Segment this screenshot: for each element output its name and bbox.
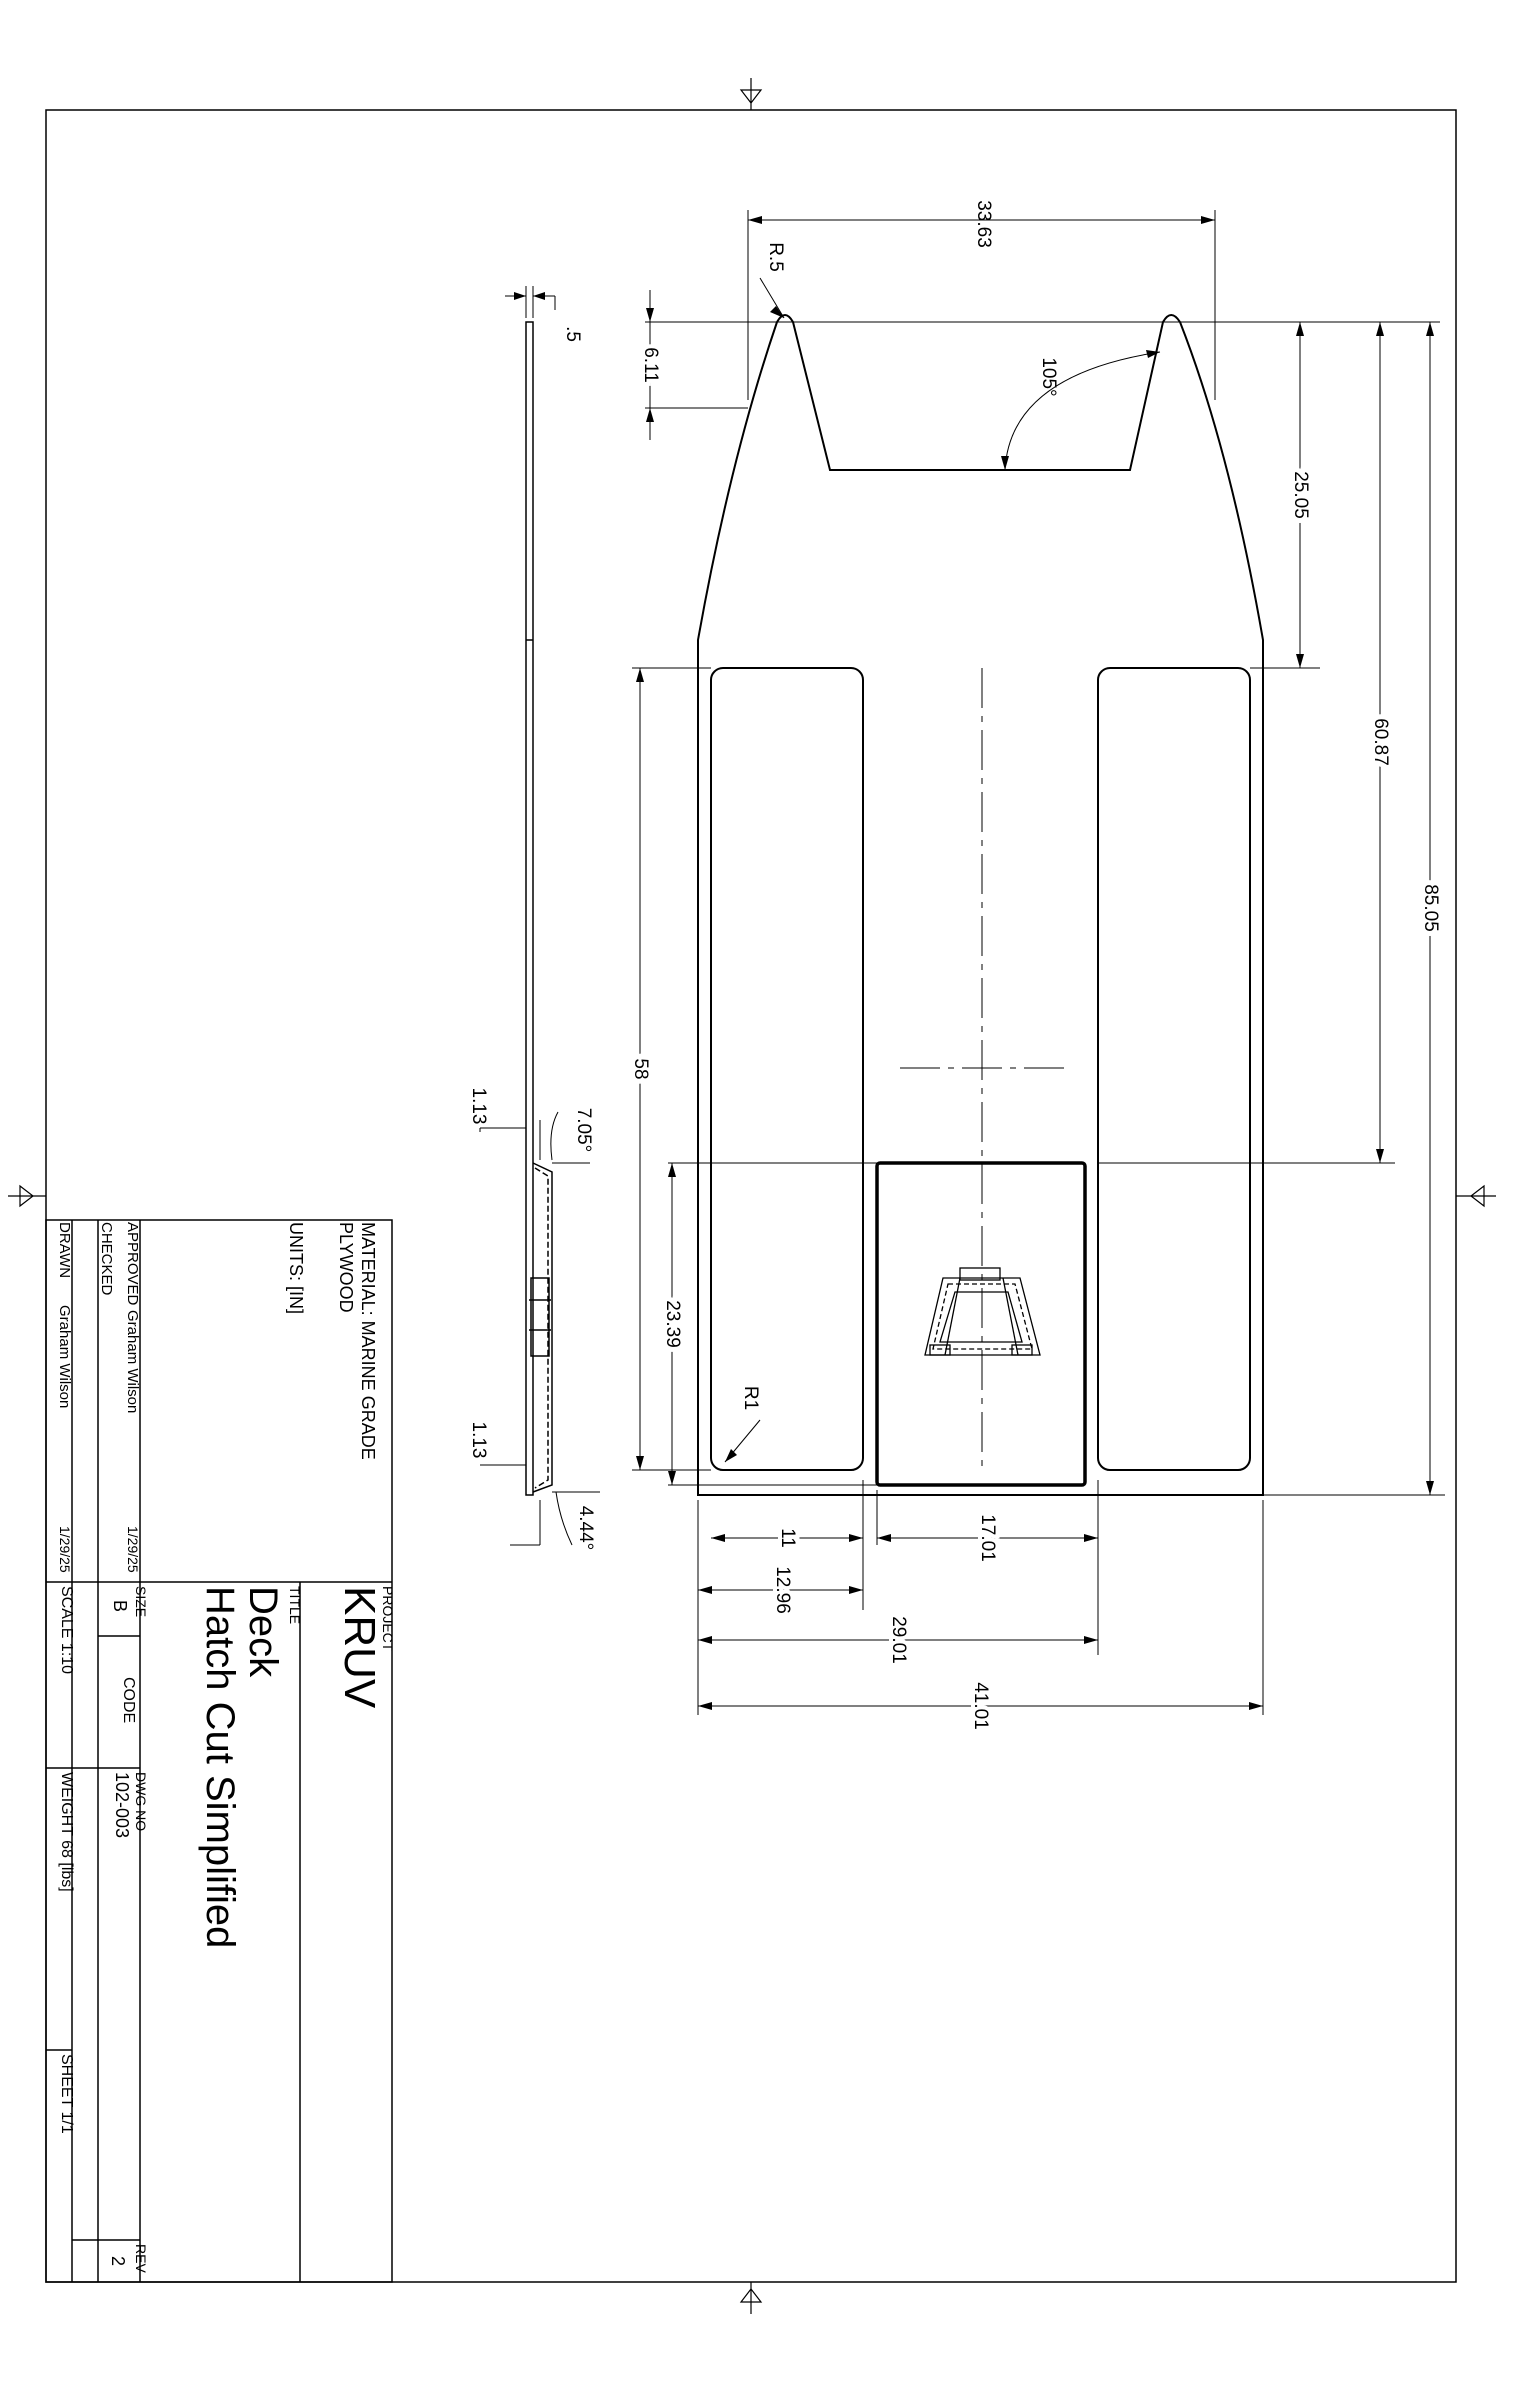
drawn-label: DRAWN xyxy=(56,1222,73,1279)
center-mark-right xyxy=(1456,1186,1496,1206)
title-line-2: Hatch Cut Simplified xyxy=(198,1586,242,1949)
material-label: MATERIAL: MARINE GRADE xyxy=(358,1222,378,1460)
dim-side-top-offset: 1.13 xyxy=(467,1087,489,1125)
title-line-1: Deck xyxy=(241,1586,285,1678)
dim-overall-length: 85.05 xyxy=(1419,884,1441,932)
dim-notch-angle: 105° xyxy=(1037,357,1059,397)
scale-value: SCALE 1:10 xyxy=(58,1586,75,1675)
dwg-no-label: DWG NO xyxy=(133,1772,149,1832)
rev-value: 2 xyxy=(108,2256,128,2267)
approved-name: Graham Wilson xyxy=(124,1310,141,1414)
left-cutout xyxy=(711,668,863,1470)
dim-tip-offset: 6.11 xyxy=(639,347,661,383)
sheet-border xyxy=(46,110,1456,2282)
sheet-value: SHEET 1/1 xyxy=(58,2054,75,2134)
dim-tip-radius: R.5 xyxy=(764,242,786,272)
units-label: UNITS: [IN] xyxy=(286,1222,306,1315)
title-label: TITLE xyxy=(287,1586,303,1625)
centerline xyxy=(900,668,1064,1470)
approved-label: APPROVED xyxy=(124,1222,141,1306)
dim-to-right-cutout: 29.01 xyxy=(887,1616,909,1664)
dim-rail-width-left: 11 xyxy=(776,1528,798,1548)
dim-side-angle-bottom: 4.44° xyxy=(574,1505,596,1551)
dim-overall-width: 33.63 xyxy=(972,200,994,248)
center-mark-bottom xyxy=(741,2282,761,2314)
approved-date: 1/29/25 xyxy=(125,1526,141,1573)
right-cutout xyxy=(1098,668,1250,1470)
dim-tip-to-cutout: 25.05 xyxy=(1289,471,1311,519)
dim-corner-radius: R1 xyxy=(739,1385,761,1411)
dim-side-bottom-offset: 1.13 xyxy=(467,1421,489,1459)
dim-side-angle-top: 7.05° xyxy=(572,1107,594,1153)
dwg-no-value: 102-003 xyxy=(112,1772,132,1839)
dim-rail-outer: 12.96 xyxy=(771,1566,793,1614)
project-label: PROJECT xyxy=(380,1586,396,1652)
code-label: CODE xyxy=(120,1677,137,1724)
title-block xyxy=(1,1,392,2282)
weight-value: WEIGHT 68 [lbs] xyxy=(58,1772,75,1892)
deck-outline xyxy=(698,315,1263,1495)
drawn-name: Graham Wilson xyxy=(56,1305,73,1409)
dim-thickness: .5 xyxy=(561,326,583,342)
material-value: PLYWOOD xyxy=(336,1222,356,1313)
hatch-cutout xyxy=(877,1163,1085,1485)
center-mark-top xyxy=(741,78,761,110)
project-name: KRUV xyxy=(335,1586,384,1709)
dim-total-width: 41.01 xyxy=(969,1682,991,1730)
size-label: SIZE xyxy=(133,1586,149,1618)
dim-tip-to-hatch: 60.87 xyxy=(1369,718,1391,766)
dimension-lines xyxy=(629,210,1445,1715)
side-view xyxy=(526,322,552,1495)
checked-label: CHECKED xyxy=(98,1222,115,1296)
side-view-arrowheads xyxy=(514,292,545,300)
rev-label: REV xyxy=(133,2244,149,2273)
dim-hatch-width: 17.01 xyxy=(976,1514,998,1562)
dim-hatch-length: 23.39 xyxy=(661,1300,683,1348)
dim-cutout-length: 58 xyxy=(629,1058,651,1080)
drawn-date: 1/29/25 xyxy=(57,1526,73,1573)
size-value: B xyxy=(110,1600,130,1613)
center-mark-left xyxy=(8,1186,46,1206)
